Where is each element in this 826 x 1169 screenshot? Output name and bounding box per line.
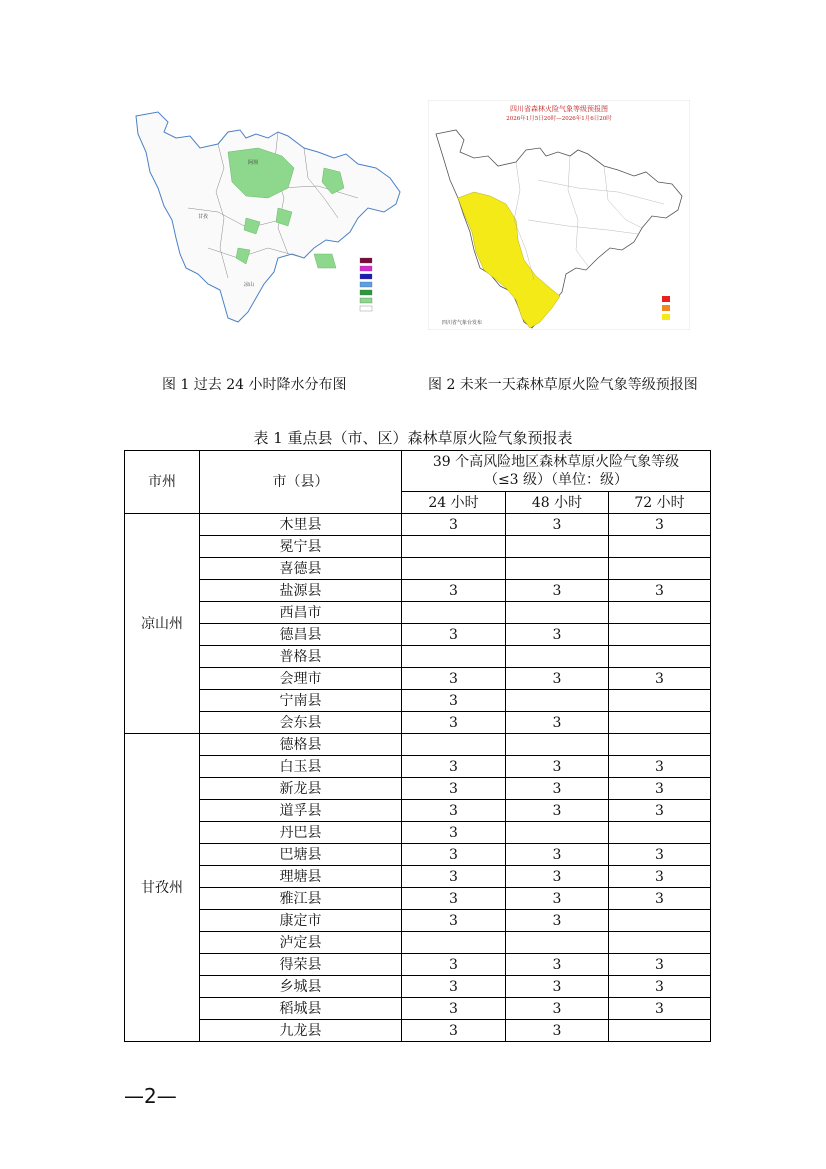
fire-risk-map [428,100,690,330]
level-72h-cell: 3 [609,888,711,910]
level-72h-cell: 3 [609,800,711,822]
table-row [125,602,711,624]
county-cell: 会东县 [200,712,402,734]
level-24h-cell [402,558,506,580]
table-row [125,998,711,1020]
level-24h-cell: 3 [402,756,506,778]
level-24h-cell: 3 [402,888,506,910]
county-cell: 稻城县 [200,998,402,1020]
county-cell: 德格县 [200,734,402,756]
level-24h-cell: 3 [402,800,506,822]
level-48h-cell: 3 [506,910,609,932]
header-county: 市（县） [200,451,402,514]
header-72h: 72 小时 [609,492,711,514]
level-24h-cell: 3 [402,778,506,800]
legend-swatch [360,258,372,263]
header-24h: 24 小时 [402,492,506,514]
level-24h-cell: 3 [402,954,506,976]
county-cell: 雅江县 [200,888,402,910]
county-cell: 丹巴县 [200,822,402,844]
level-48h-cell [506,734,609,756]
level-24h-cell [402,536,506,558]
table-row [125,580,711,602]
level-48h-cell: 3 [506,998,609,1020]
level-48h-cell [506,646,609,668]
county-cell: 普格县 [200,646,402,668]
table-row [125,756,711,778]
level-72h-cell [609,932,711,954]
county-cell: 德昌县 [200,624,402,646]
table-row [125,822,711,844]
level-24h-cell: 3 [402,998,506,1020]
level-72h-cell [609,624,711,646]
level-48h-cell: 3 [506,756,609,778]
level-72h-cell [609,822,711,844]
county-cell: 盐源县 [200,580,402,602]
level-24h-cell: 3 [402,844,506,866]
table-row [125,734,711,756]
legend-swatch [360,282,372,287]
level-24h-cell: 3 [402,690,506,712]
table-row [125,800,711,822]
level-24h-cell [402,602,506,624]
precipitation-map [128,108,408,330]
level-72h-cell [609,536,711,558]
table-row [125,558,711,580]
fire-risk-legend [662,296,670,320]
header-risk-level [402,451,711,492]
level-48h-cell: 3 [506,976,609,998]
header-48h: 48 小时 [506,492,609,514]
legend-swatch [360,290,372,295]
level-48h-cell: 3 [506,954,609,976]
legend-swatch [662,296,670,302]
legend-swatch [360,306,372,311]
table-row [125,844,711,866]
table-row [125,866,711,888]
table-row [125,712,711,734]
table-row [125,1020,711,1042]
county-cell: 道孚县 [200,800,402,822]
level-48h-cell: 3 [506,624,609,646]
county-cell: 得荣县 [200,954,402,976]
county-cell: 理塘县 [200,866,402,888]
county-cell: 泸定县 [200,932,402,954]
level-24h-cell: 3 [402,866,506,888]
level-72h-cell: 3 [609,998,711,1020]
county-cell: 巴塘县 [200,844,402,866]
table-row [125,778,711,800]
county-cell: 冕宁县 [200,536,402,558]
map-source: 四川省气象台发布 [442,320,483,326]
level-48h-cell [506,822,609,844]
county-cell: 新龙县 [200,778,402,800]
level-48h-cell: 3 [506,866,609,888]
legend-swatch [360,266,372,271]
level-48h-cell [506,558,609,580]
county-cell: 西昌市 [200,602,402,624]
header-risk-line2: （≤3 级）（单位：级） [483,472,629,488]
table-row [125,536,711,558]
level-24h-cell: 3 [402,580,506,602]
level-24h-cell [402,734,506,756]
level-48h-cell: 3 [506,778,609,800]
level-24h-cell: 3 [402,514,506,536]
table-row [125,514,711,536]
level-48h-cell [506,536,609,558]
table-row [125,932,711,954]
level-24h-cell: 3 [402,668,506,690]
level-72h-cell [609,734,711,756]
level-72h-cell: 3 [609,976,711,998]
level-72h-cell [609,602,711,624]
city-cell: 凉山州 [125,514,200,734]
level-24h-cell [402,646,506,668]
level-48h-cell: 3 [506,844,609,866]
level-72h-cell [609,712,711,734]
county-cell: 白玉县 [200,756,402,778]
level-24h-cell: 3 [402,910,506,932]
level-24h-cell: 3 [402,624,506,646]
table-title: 表 1 重点县（市、区）森林草原火险气象预报表 [253,429,573,447]
level-72h-cell: 3 [609,866,711,888]
level-48h-cell [506,690,609,712]
level-48h-cell: 3 [506,514,609,536]
level-48h-cell [506,932,609,954]
level-72h-cell [609,690,711,712]
county-cell: 喜德县 [200,558,402,580]
table-row [125,690,711,712]
level-48h-cell: 3 [506,712,609,734]
header-city: 市州 [125,451,200,514]
level-72h-cell: 3 [609,580,711,602]
county-cell: 九龙县 [200,1020,402,1042]
county-cell: 宁南县 [200,690,402,712]
county-cell: 会理市 [200,668,402,690]
level-24h-cell: 3 [402,712,506,734]
page-number: —2— [124,1084,177,1108]
table-row [125,910,711,932]
legend-swatch [360,274,372,279]
figure2-caption: 图 2 未来一天森林草原火险气象等级预报图 [428,377,698,393]
table-row [125,954,711,976]
table-row [125,646,711,668]
level-48h-cell: 3 [506,668,609,690]
level-24h-cell: 3 [402,822,506,844]
region-label: 凉山 [244,282,255,288]
level-72h-cell: 3 [609,514,711,536]
level-72h-cell [609,1020,711,1042]
forecast-table [124,450,711,1042]
level-72h-cell: 3 [609,778,711,800]
level-48h-cell: 3 [506,1020,609,1042]
table-row [125,888,711,910]
level-48h-cell: 3 [506,888,609,910]
level-72h-cell: 3 [609,844,711,866]
header-risk-line1: 39 个高风险地区森林草原火险气象等级 [432,454,680,470]
level-72h-cell [609,646,711,668]
legend-swatch [662,305,670,311]
level-24h-cell: 3 [402,1020,506,1042]
county-cell: 木里县 [200,514,402,536]
level-72h-cell: 3 [609,756,711,778]
legend-swatch [662,314,670,320]
city-cell: 甘孜州 [125,734,200,1042]
table-row [125,668,711,690]
map-subtitle: 2026年1月5日20时—2026年1月6日20时 [506,116,612,122]
table-row [125,624,711,646]
table-row [125,976,711,998]
level-48h-cell: 3 [506,580,609,602]
legend-swatch [360,298,372,303]
precipitation-legend [360,258,372,311]
level-48h-cell: 3 [506,800,609,822]
level-48h-cell [506,602,609,624]
county-cell: 乡城县 [200,976,402,998]
level-24h-cell [402,932,506,954]
county-cell: 康定市 [200,910,402,932]
level-72h-cell: 3 [609,668,711,690]
level-24h-cell: 3 [402,976,506,998]
map-title: 四川省森林火险气象等级预报图 [510,105,608,113]
region-label: 甘孜 [198,214,209,220]
region-label: 阿坝 [248,160,259,166]
level-72h-cell [609,910,711,932]
level-72h-cell [609,558,711,580]
level-72h-cell: 3 [609,954,711,976]
figure1-caption: 图 1 过去 24 小时降水分布图 [162,377,347,393]
